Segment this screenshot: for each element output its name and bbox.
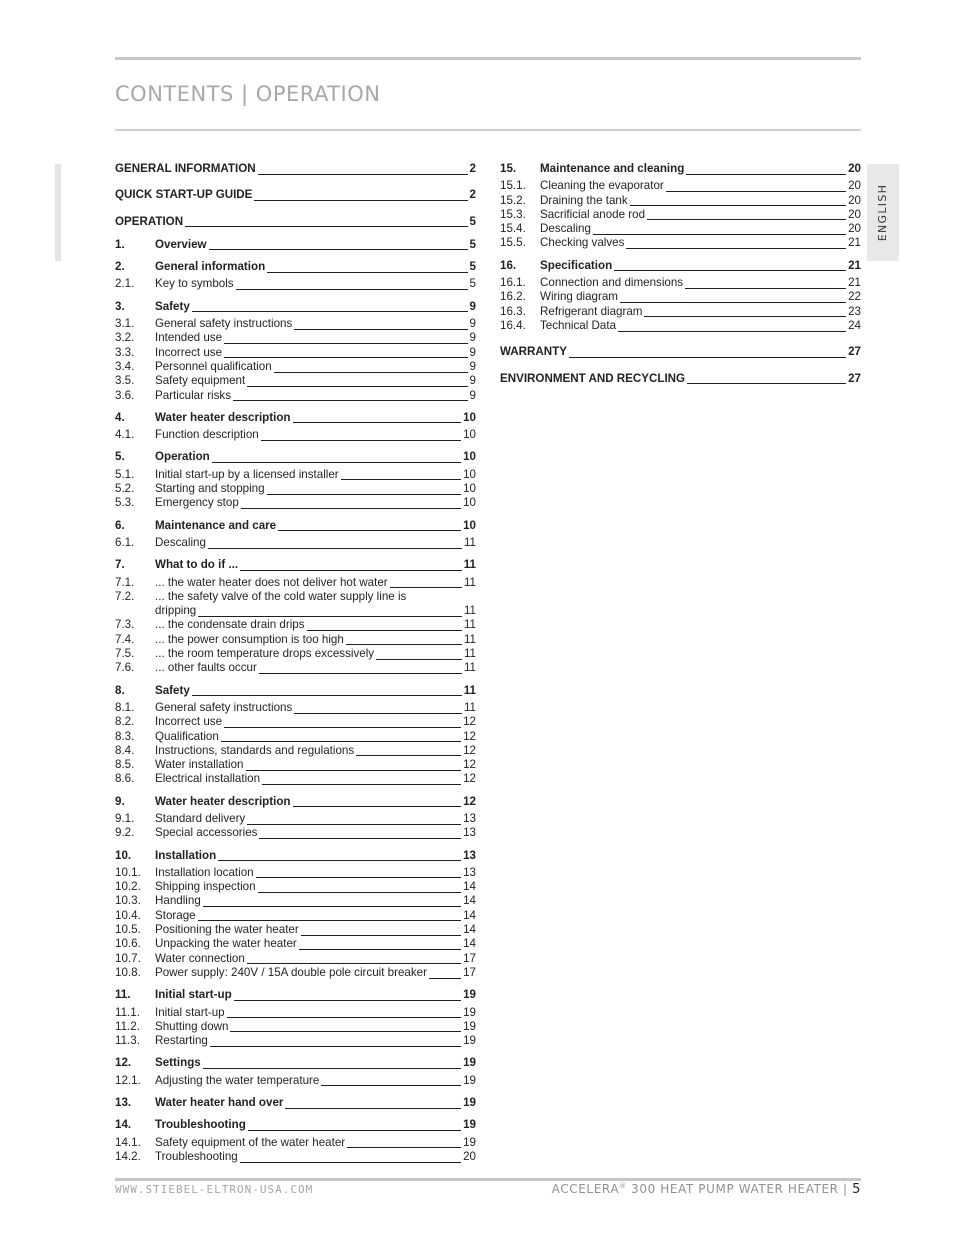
toc-entry-page: 11 (463, 700, 476, 714)
footer-product-brand: ACCELERA (551, 1182, 620, 1196)
toc-entry-label: ... the condensate drain drips (155, 618, 305, 632)
toc-entry-label: Descaling (155, 535, 206, 549)
toc-entry (115, 880, 476, 894)
header-rule-bottom (115, 129, 861, 131)
toc-entry-number: 11. (115, 988, 131, 1002)
toc-entry-label: Refrigerant diagram (540, 304, 643, 318)
toc-entry-page: 10 (463, 467, 476, 481)
toc-entry (115, 684, 476, 698)
toc-entry-number: 3.6. (115, 388, 135, 402)
toc-entry-page: 19 (463, 1019, 476, 1033)
toc-entry (115, 952, 476, 966)
toc-entry (500, 319, 861, 333)
toc-entry (500, 222, 861, 236)
toc-entry-page: 20 (848, 193, 861, 207)
toc-entry-label: Overview (155, 237, 207, 251)
toc-entry (115, 536, 476, 550)
toc-leader-line (155, 1056, 476, 1069)
toc-entry-label: Water heater description (155, 410, 291, 424)
toc-entry-number: 12. (115, 1056, 132, 1070)
language-tab (867, 164, 899, 261)
toc-entry-number: 8.1. (115, 700, 135, 714)
toc-entry (115, 1118, 476, 1132)
toc-entry-number: 10.1. (115, 865, 141, 879)
toc-entry-number: 5.1. (115, 467, 135, 481)
toc-entry-number: 16. (500, 258, 517, 272)
toc-entry (115, 894, 476, 908)
footer-separator: | (843, 1182, 848, 1196)
toc-entry (500, 236, 861, 250)
toc-entry-page: 9 (469, 331, 476, 345)
footer-product-name: 300 HEAT PUMP WATER HEATER (626, 1182, 839, 1196)
toc-entry-number: 9.1. (115, 811, 135, 825)
toc-entry-page: 10 (463, 450, 476, 464)
toc-entry-number: 4.1. (115, 428, 135, 442)
toc-entry-page: 9 (469, 359, 476, 373)
toc-entry-number: 10.3. (115, 894, 141, 908)
toc-entry-label: Shipping inspection (155, 880, 256, 894)
toc-entry-label: Descaling (540, 222, 591, 236)
toc-entry-page: 12 (463, 758, 476, 772)
toc-entry-label: Adjusting the water temperature (155, 1073, 320, 1087)
toc-entry (115, 238, 476, 252)
toc-entry-page: 27 (848, 371, 861, 385)
toc-entry-page: 14 (463, 923, 476, 937)
toc-entry (115, 360, 476, 374)
toc-entry (115, 812, 476, 826)
toc-entry-page: 21 (848, 236, 861, 250)
toc-entry-page: 10 (463, 496, 476, 510)
toc-entry-label: General safety instructions (155, 317, 293, 331)
toc-entry (115, 428, 476, 442)
toc-entry-label: ... the power consumption is too high (155, 632, 344, 646)
toc-entry (115, 450, 476, 464)
toc-entry (115, 215, 476, 229)
toc-entry-page: 9 (469, 345, 476, 359)
toc-entry-number: 1. (115, 237, 125, 251)
toc-entry-label: Unpacking the water heater (155, 937, 297, 951)
toc-entry (115, 849, 476, 863)
toc-entry-label: Standard delivery (155, 811, 246, 825)
toc-entry-page: 10 (463, 518, 476, 532)
toc-entry-label: ... the room temperature drops excessively (155, 647, 375, 661)
left-margin-marker (55, 164, 61, 261)
toc-entry-page: 17 (463, 965, 476, 979)
toc-entry-page: 2 (469, 162, 476, 175)
toc-entry-label: OPERATION (115, 214, 184, 228)
toc-entry (500, 259, 861, 273)
toc-entry (115, 1006, 476, 1020)
toc-entry-label: Incorrect use (155, 715, 223, 729)
toc-entry-label: ... the safety valve of the cold water supply line is (155, 589, 407, 603)
toc-entry-label: Troubleshooting (155, 1149, 238, 1163)
toc-entry (115, 277, 476, 291)
toc-entry-label: General information (155, 260, 266, 274)
toc-entry-page: 10 (463, 428, 476, 442)
toc-entry-label: Safety equipment of the water heater (155, 1135, 346, 1149)
toc-entry-number: 10.4. (115, 908, 141, 922)
toc-entry (115, 618, 476, 632)
toc-entry-number: 16.2. (500, 290, 526, 304)
toc-entry-page: 13 (463, 848, 476, 862)
toc-entry-number: 15.1. (500, 179, 526, 193)
toc-entry (115, 1034, 476, 1048)
toc-entry-label: Maintenance and cleaning (540, 162, 685, 175)
toc-entry-page: 12 (463, 794, 476, 808)
page-title: CONTENTS | OPERATION (115, 82, 381, 107)
language-tab-label: ENGLISH (876, 183, 890, 242)
toc-entry-number: 10.8. (115, 965, 141, 979)
toc-entry-label: Positioning the water heater (155, 923, 299, 937)
toc-entry (115, 909, 476, 923)
toc-entry-page: 19 (463, 1118, 476, 1132)
toc-entry (115, 496, 476, 510)
toc-entry-label: Draining the tank (540, 193, 628, 207)
toc-entry-label: Power supply: 240V / 15A double pole circuit breaker (155, 965, 427, 979)
toc-entry-page: 20 (848, 179, 861, 193)
toc-entry-label: Installation (155, 848, 217, 862)
toc-entry-label: Water connection (155, 951, 245, 965)
toc-entry-page: 21 (848, 258, 861, 272)
toc-entry-label: ... other faults occur (155, 661, 257, 675)
toc-entry-label: Sacrificial anode rod (540, 207, 646, 221)
toc-entry-number: 10.5. (115, 923, 141, 937)
toc-entry-number: 3.2. (115, 331, 135, 345)
toc-column-left (115, 162, 476, 1164)
toc-entry (115, 923, 476, 937)
toc-entry-number: 3.5. (115, 374, 135, 388)
toc-entry-number: 8.6. (115, 772, 135, 786)
toc-entry (115, 826, 476, 840)
toc-entry-label: Initial start-up by a licensed installer (155, 467, 339, 481)
toc-entry-number: 15.5. (500, 236, 526, 250)
toc-entry (115, 730, 476, 744)
toc-entry (115, 1074, 476, 1088)
toc-entry-number: 16.1. (500, 276, 526, 290)
toc-entry-number: 14. (115, 1118, 132, 1132)
toc-entry-page: 11 (463, 558, 476, 572)
toc-column-right (500, 162, 861, 386)
toc-entry-number: 7.6. (115, 661, 135, 675)
toc-entry-label: WARRANTY (500, 345, 567, 359)
toc-entry-page: 14 (463, 908, 476, 922)
toc-entry-label: GENERAL INFORMATION (115, 162, 256, 175)
toc-entry-label: What to do if ... (155, 558, 239, 572)
toc-entry-page: 17 (463, 951, 476, 965)
toc-entry-number: 6.1. (115, 535, 135, 549)
toc-entry (500, 290, 861, 304)
toc-entry-label: General safety instructions (155, 700, 293, 714)
toc-entry (115, 558, 476, 572)
toc-entry-number: 2. (115, 260, 125, 274)
toc-entry (115, 317, 476, 331)
toc-entry-number: 8.4. (115, 743, 135, 757)
toc-entry-number: 5.2. (115, 482, 135, 496)
toc-entry-label: Electrical installation (155, 772, 261, 786)
toc-entry (115, 866, 476, 880)
toc-entry-number: 5. (115, 450, 125, 464)
toc-entry-label: Key to symbols (155, 277, 234, 291)
toc-leader-line (155, 604, 476, 617)
toc-entry (115, 1150, 476, 1164)
toc-entry-label: Checking valves (540, 236, 625, 250)
toc-entry (115, 260, 476, 274)
toc-entry-label: Water heater hand over (155, 1096, 284, 1110)
footer-website: WWW.STIEBEL-ELTRON-USA.COM (115, 1183, 314, 1196)
toc-entry-page: 11 (463, 604, 476, 618)
toc-entry-number: 3.1. (115, 317, 135, 331)
toc-entry-label: Intended use (155, 331, 223, 345)
toc-entry-number: 8. (115, 683, 125, 697)
toc-entry (115, 715, 476, 729)
toc-entry (115, 300, 476, 314)
toc-entry-page: 13 (463, 865, 476, 879)
toc-entry-page: 13 (463, 826, 476, 840)
toc-entry-label: Maintenance and care (155, 518, 277, 532)
toc-entry-page: 21 (848, 276, 861, 290)
toc-entry-page: 20 (463, 1149, 476, 1163)
toc-entry-page: 11 (463, 661, 476, 675)
toc-entry (500, 179, 861, 193)
toc-entry-label: Water heater description (155, 794, 291, 808)
toc-leader-line (155, 909, 476, 922)
toc-entry-number: 2.1. (115, 277, 135, 291)
toc-entry-number: 14.1. (115, 1135, 141, 1149)
toc-entry (115, 389, 476, 403)
toc-entry (115, 331, 476, 345)
footer-rule (115, 1178, 861, 1181)
toc-entry-page: 19 (463, 988, 476, 1002)
toc-entry (115, 576, 476, 590)
toc-entry-page: 12 (463, 743, 476, 757)
toc-entry-number: 14.2. (115, 1149, 141, 1163)
toc-entry (115, 519, 476, 533)
toc-entry-label: Instructions, standards and regulations (155, 743, 355, 757)
toc-entry (500, 276, 861, 290)
toc-entry-page: 20 (848, 162, 861, 175)
toc-entry-page: 10 (463, 482, 476, 496)
toc-entry-page: 11 (463, 618, 476, 632)
toc-entry-number: 12.1. (115, 1073, 141, 1087)
toc-entry-number: 7.4. (115, 632, 135, 646)
toc-entry-page: 11 (463, 683, 476, 697)
toc-entry-page: 10 (463, 410, 476, 424)
toc-entry-page: 19 (463, 1034, 476, 1048)
toc-entry-page: 9 (469, 317, 476, 331)
toc-entry-label: Technical Data (540, 318, 617, 332)
toc-entry-number: 9.2. (115, 826, 135, 840)
toc-entry (115, 468, 476, 482)
toc-entry-number: 5.3. (115, 496, 135, 510)
toc-entry (115, 1096, 476, 1110)
toc-entry-page: 19 (463, 1073, 476, 1087)
toc-entry-label: Cleaning the evaporator (540, 179, 664, 193)
toc-entry-page: 9 (469, 299, 476, 313)
toc-entry-number: 7. (115, 558, 125, 572)
toc-entry-number: 7.1. (115, 575, 135, 589)
toc-entry-number: 15.2. (500, 193, 526, 207)
toc-entry-page: 19 (463, 1135, 476, 1149)
toc-entry-number: 3.3. (115, 345, 135, 359)
toc-entry (500, 194, 861, 208)
toc-entry-number: 9. (115, 794, 125, 808)
toc-entry-label: Safety (155, 683, 190, 697)
toc-entry-number: 10.7. (115, 951, 141, 965)
toc-entry-page: 19 (463, 1096, 476, 1110)
toc-entry-page: 27 (848, 345, 861, 359)
toc-entry-number: 10. (115, 848, 132, 862)
toc-entry-number: 3.4. (115, 359, 135, 373)
toc-entry (115, 988, 476, 1002)
toc-entry (115, 1020, 476, 1034)
toc-entry-page: 5 (469, 214, 476, 228)
toc-entry (115, 772, 476, 786)
toc-entry-page: 13 (463, 811, 476, 825)
toc-entry-label: Initial start-up (155, 988, 232, 1002)
toc-entry-number: 15.4. (500, 222, 526, 236)
registered-mark: ® (619, 1182, 627, 1190)
footer-product (552, 1182, 861, 1197)
toc-entry-number: 16.3. (500, 304, 526, 318)
toc-entry-page: 14 (463, 937, 476, 951)
toc-entry (115, 966, 476, 980)
toc-entry-number: 8.3. (115, 729, 135, 743)
toc-entry (115, 795, 476, 809)
toc-entry-label: Shutting down (155, 1019, 229, 1033)
toc-entry (115, 346, 476, 360)
toc-entry-label: Settings (155, 1056, 201, 1070)
toc-entry-label: Specification (540, 258, 613, 272)
toc-leader-line (155, 684, 476, 697)
toc-entry (115, 482, 476, 496)
toc-entry (115, 701, 476, 715)
toc-entry (115, 188, 476, 202)
toc-entry-label: Restarting (155, 1034, 208, 1048)
toc-entry-number: 11.1. (115, 1005, 140, 1019)
toc-entry-number: 4. (115, 410, 125, 424)
toc-entry-page: 11 (463, 632, 476, 646)
toc-entry-page: 19 (463, 1056, 476, 1070)
toc-entry-page: 9 (469, 374, 476, 388)
toc-entry-label: QUICK START-UP GUIDE (115, 188, 253, 202)
toc-entry-page: 9 (469, 388, 476, 402)
toc-entry-page: 20 (848, 222, 861, 236)
toc-entry (115, 744, 476, 758)
toc-entry-label: Emergency stop (155, 496, 239, 510)
toc-entry (115, 647, 476, 661)
toc-entry (500, 208, 861, 222)
toc-entry-page: 19 (463, 1005, 476, 1019)
header-rule-top (115, 57, 861, 60)
toc-entry-label: Storage (155, 908, 196, 922)
toc-entry (115, 590, 476, 604)
toc-entry (115, 604, 476, 618)
toc-entry-label: Troubleshooting (155, 1118, 246, 1132)
toc-entry (115, 758, 476, 772)
toc-entry (500, 305, 861, 319)
toc-entry-label: dripping (155, 604, 197, 618)
toc-entry-page: 20 (848, 207, 861, 221)
toc-entry-label: Wiring diagram (540, 290, 618, 304)
toc-entry (115, 937, 476, 951)
toc-entry-label: Starting and stopping (155, 482, 265, 496)
toc-entry-page: 2 (469, 188, 476, 202)
toc-leader-line (155, 300, 476, 313)
toc-entry (115, 1136, 476, 1150)
toc-entry-page: 5 (469, 277, 476, 291)
toc-entry-label: Special accessories (155, 826, 258, 840)
toc-entry (500, 345, 861, 359)
toc-entry-page: 12 (463, 772, 476, 786)
toc-entry-page: 11 (463, 647, 476, 661)
toc-entry-number: 10.2. (115, 880, 141, 894)
toc-entry-number: 13. (115, 1096, 132, 1110)
toc-entry-label: Safety equipment (155, 374, 246, 388)
toc-entry-label: Handling (155, 894, 201, 908)
footer-page-number: 5 (852, 1182, 861, 1197)
toc-entry-page: 11 (463, 535, 476, 549)
toc-entry (500, 372, 861, 386)
toc-entry-label: Connection and dimensions (540, 276, 684, 290)
toc-entry-number: 15.3. (500, 207, 526, 221)
toc-entry-number: 10.6. (115, 937, 141, 951)
toc-entry-label: Initial start-up (155, 1005, 225, 1019)
toc-entry-label: Installation location (155, 865, 254, 879)
toc-entry-number: 16.4. (500, 318, 526, 332)
toc-entry (115, 661, 476, 675)
toc-entry-number: 11.3. (115, 1034, 140, 1048)
toc-leader-line (155, 894, 476, 907)
toc-entry-number: 6. (115, 518, 125, 532)
toc-entry-label: Operation (155, 450, 210, 464)
toc-entry-page: 23 (848, 304, 861, 318)
toc-entry-page: 5 (469, 260, 476, 274)
toc-entry-number: 15. (500, 162, 517, 175)
toc-entry-number: 8.5. (115, 758, 135, 772)
toc-entry-label: Safety (155, 299, 190, 313)
toc-entry-number: 7.2. (115, 589, 135, 603)
toc-entry-label: Personnel qualification (155, 359, 272, 373)
toc-entry-label: Water installation (155, 758, 244, 772)
toc-entry-number: 7.3. (115, 618, 135, 632)
toc-entry-page: 14 (463, 894, 476, 908)
toc-entry-label: Incorrect use (155, 345, 223, 359)
toc-entry-number: 7.5. (115, 647, 135, 661)
toc-entry (500, 162, 861, 176)
toc-entry-label: Particular risks (155, 388, 232, 402)
toc-entry-number: 3. (115, 299, 125, 313)
toc-entry-label: ... the water heater does not deliver hot water (155, 575, 388, 589)
toc-entry-label: Qualification (155, 729, 219, 743)
toc-entry (115, 374, 476, 388)
toc-entry-page: 24 (848, 318, 861, 332)
toc-entry-page: 11 (463, 575, 476, 589)
toc-entry-page: 5 (469, 237, 476, 251)
toc-entry (115, 162, 476, 176)
toc-entry-number: 8.2. (115, 715, 135, 729)
toc-entry-number: 11.2. (115, 1019, 140, 1033)
toc-entry (115, 633, 476, 647)
toc-entry-label: Function description (155, 428, 259, 442)
toc-entry (115, 411, 476, 425)
toc-entry-label: ENVIRONMENT AND RECYCLING (500, 371, 686, 385)
toc-entry-page: 12 (463, 715, 476, 729)
toc-entry-page: 22 (848, 290, 861, 304)
toc-entry-page: 14 (463, 880, 476, 894)
toc-entry-page: 12 (463, 729, 476, 743)
toc-entry (115, 1056, 476, 1070)
